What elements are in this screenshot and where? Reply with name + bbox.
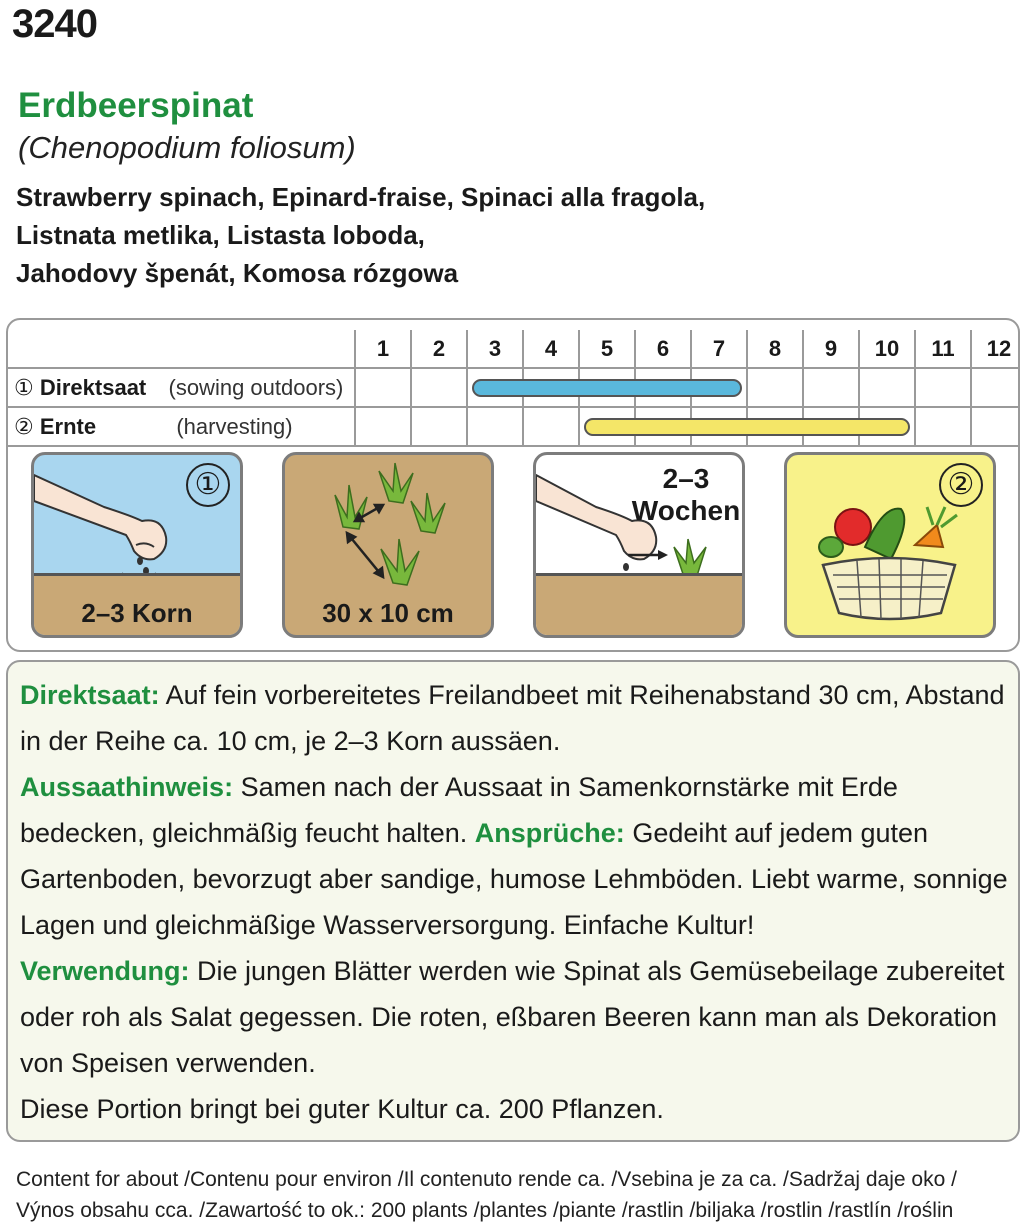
calendar-cell — [858, 369, 914, 406]
common-names-line: Listnata metlika, Listasta loboda, — [16, 220, 425, 250]
calendar-divider — [8, 445, 1018, 447]
section-text: Auf fein vorbereitetes Freilandbeet mit Reihenabstand 30 cm, Abstand in der Reihe ca. 10 cm, je 2–3 Korn aussäen. — [20, 680, 1005, 756]
month-label: 4 — [522, 330, 578, 367]
calendar-cell — [970, 369, 1024, 406]
section-keyword: Verwendung: — [20, 956, 190, 986]
step-marker: ① — [186, 463, 230, 507]
calendar-cell — [354, 408, 410, 445]
calendar-cell — [354, 369, 410, 406]
calendar-header-row — [8, 330, 1018, 367]
month-label: 5 — [578, 330, 634, 367]
row-marker: ① — [14, 375, 34, 400]
month-label: 3 — [466, 330, 522, 367]
calendar-cell — [914, 369, 970, 406]
calendar-cell — [410, 369, 466, 406]
latin-name: (Chenopodium foliosum) — [18, 130, 356, 165]
month-label: 6 — [634, 330, 690, 367]
section-text: Die jungen Blätter werden wie Spinat als Gemüsebeilage zubereitet oder roh als Salat gegessen. Die roten, eßbaren Beeren kann man als Dekoration von Speisen verwenden. — [20, 956, 1005, 1078]
month-label: 11 — [914, 330, 970, 367]
duration-note — [626, 463, 745, 527]
row-label-sub: (harvesting) — [176, 414, 293, 439]
article-number: 3240 — [12, 2, 97, 46]
calendar-cell — [802, 369, 858, 406]
description-panel — [6, 660, 1020, 1142]
month-label: 9 — [802, 330, 858, 367]
content-footer — [16, 1164, 1016, 1226]
pictogram-harvest — [784, 452, 996, 638]
pictogram-sowing — [31, 452, 243, 638]
step-marker: ② — [939, 463, 983, 507]
product-title: Erdbeerspinat — [18, 86, 254, 125]
duration-note-line: 2–3 — [662, 463, 710, 494]
harvest-period-bar — [584, 418, 910, 436]
month-label: 1 — [354, 330, 410, 367]
footer-line: Výnos obsahu cca. /Zawartość to ok.: 200 plants /plantes /piante /rastlin /biljaka /rostlin /rastlín /roślin — [16, 1199, 954, 1222]
common-names-line: Jahodovy špenát, Komosa rózgowa — [16, 258, 459, 288]
calendar-cell — [410, 408, 466, 445]
calendar-cell — [522, 408, 578, 445]
section-keyword: Direktsaat: — [20, 680, 160, 710]
common-names-line: Strawberry spinach, Epinard-fraise, Spinaci alla fragola, — [16, 182, 706, 212]
pictogram-caption: 30 x 10 cm — [322, 598, 454, 628]
row-label-main: Ernte — [39, 414, 97, 439]
month-label: 2 — [410, 330, 466, 367]
row-label — [14, 408, 293, 445]
section-text: Samen nach der Aussaat in Samenkornstärke mit Erde bedecken, gleichmäßig feucht halten. — [20, 772, 898, 848]
pictogram-spacing — [282, 452, 494, 638]
duration-note-line: Wochen — [631, 495, 741, 526]
row-marker: ② — [14, 414, 34, 439]
section-text: Gedeiht auf jedem guten Gartenboden, bevorzugt aber sandige, humose Lehmböden. Liebt warme, sonnige Lagen und gleichmäßige Wasserversorgung. Einfache Kultur! — [20, 818, 1008, 940]
sowing-period-bar — [472, 379, 742, 397]
yield-note: Diese Portion bringt bei guter Kultur ca. 200 Pflanzen. — [20, 1094, 664, 1124]
month-label: 8 — [746, 330, 802, 367]
row-label-sub: (sowing outdoors) — [168, 375, 344, 400]
pictogram-caption: 2–3 Korn — [81, 598, 193, 628]
calendar-cell — [970, 408, 1024, 445]
common-names — [16, 178, 1016, 292]
row-label — [14, 369, 343, 406]
footer-line: Content for about /Contenu pour environ /Il contenuto rende ca. /Vsebina je za ca. /Sadržaj daje oko / — [16, 1168, 957, 1191]
section-keyword: Ansprüche: — [474, 818, 625, 848]
month-label: 12 — [970, 330, 1024, 367]
calendar-cell — [914, 408, 970, 445]
row-label-main: Direktsaat — [39, 375, 147, 400]
calendar-cell — [466, 408, 522, 445]
month-label: 7 — [690, 330, 746, 367]
description-text — [20, 672, 1010, 1132]
pictogram-germination — [533, 452, 745, 638]
month-label: 10 — [858, 330, 914, 367]
soil — [536, 573, 742, 635]
calendar-cell — [746, 369, 802, 406]
section-keyword: Aussaathinweis: — [20, 772, 234, 802]
